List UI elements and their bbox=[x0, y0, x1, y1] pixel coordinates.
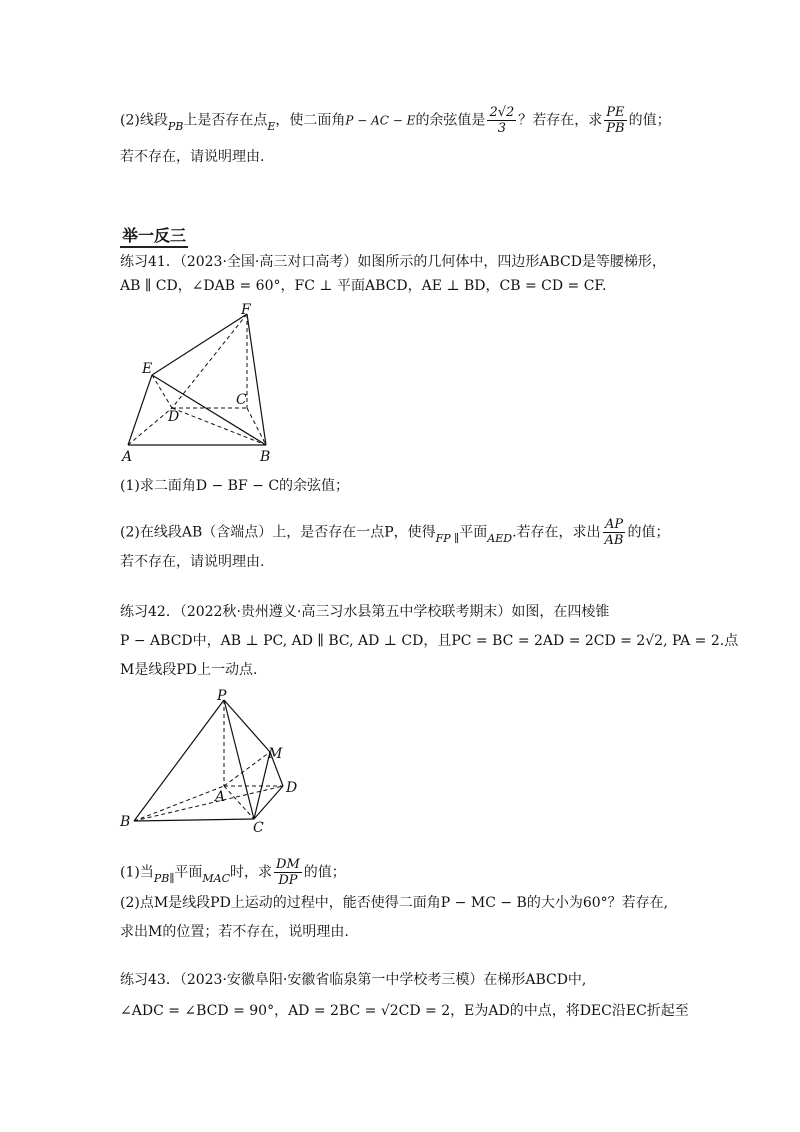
frac-num: 2√2 bbox=[489, 105, 515, 120]
ex42-q2-line1: (2)点M是线段PD上运动的过程中，能否使得二面角P − MC − B的大小为60°？若存在, bbox=[120, 895, 669, 911]
fp-parallel: FP ∥ bbox=[435, 531, 460, 545]
frac-num: PE bbox=[604, 105, 626, 121]
section-title: 举一反三 bbox=[120, 226, 188, 248]
pb-parallel: PB∥ bbox=[153, 871, 175, 885]
text: 平面 bbox=[459, 524, 488, 541]
label-d: D bbox=[286, 780, 298, 796]
text: 平面 bbox=[174, 864, 203, 881]
plane-aed: AED bbox=[487, 531, 513, 545]
label-a: A bbox=[122, 449, 133, 465]
ex43-line2: ∠ADC = ∠BCD = 90°，AD = 2BC = √2CD = 2，E为AD的中点，将DEC沿EC折起至 bbox=[120, 1003, 689, 1019]
ex42-figure bbox=[120, 690, 305, 835]
text: 时，求 bbox=[230, 864, 273, 881]
ex41-figure bbox=[120, 300, 290, 465]
ex41-q1: (1)求二面角D − BF − C的余弦值； bbox=[120, 478, 350, 494]
ratio-fraction bbox=[603, 517, 626, 548]
text: (2)线段 bbox=[120, 112, 168, 129]
prev-question-line2: 若不存在，请说明理由. bbox=[120, 149, 265, 165]
text: .若存在，求出 bbox=[512, 524, 601, 541]
label-c: C bbox=[253, 820, 264, 836]
label-b: B bbox=[260, 449, 271, 465]
text: 的值； bbox=[303, 864, 346, 881]
edge-db bbox=[172, 408, 266, 445]
frac-num: DM bbox=[276, 857, 300, 872]
label-c: C bbox=[236, 392, 247, 408]
ex41-q2 bbox=[120, 517, 669, 548]
ex42-q2-line2: 求出M的位置；若不存在，说明理由. bbox=[120, 924, 349, 940]
text: ？若存在，求 bbox=[518, 112, 603, 129]
prev-question-part2 bbox=[120, 105, 671, 136]
angle-expression: P − AC − E bbox=[345, 113, 416, 128]
label-p: P bbox=[217, 688, 227, 704]
ex43-line1: 练习43．（2023·安徽阜阳·安徽省临泉第一中学校考三模）在梯形ABCD中, bbox=[120, 972, 587, 988]
text: 上是否存在点 bbox=[183, 112, 268, 129]
edge-ef bbox=[152, 314, 247, 375]
text: 的值； bbox=[628, 112, 671, 129]
frac-den: 3 bbox=[497, 121, 506, 136]
ex41-q2-line2: 若不存在，请说明理由. bbox=[120, 554, 265, 570]
plane-mac: MAC bbox=[202, 871, 231, 885]
cosine-fraction bbox=[487, 105, 516, 136]
label-b: B bbox=[120, 814, 131, 830]
label-m: M bbox=[268, 746, 283, 762]
ratio-fraction bbox=[274, 857, 302, 888]
label-f: F bbox=[241, 302, 251, 318]
frac-num: AP bbox=[603, 517, 626, 533]
text: 的余弦值是 bbox=[415, 112, 486, 129]
ex41-line1: 练习41．（2023·全国·高三对口高考）如图所示的几何体中，四边形ABCD是等腰梯形， bbox=[120, 254, 666, 270]
segment-pb: PB bbox=[167, 119, 184, 133]
ex41-line2: AB ∥ CD，∠DAB = 60°，FC ⊥ 平面ABCD，AE ⊥ BD，CB = CD = CF. bbox=[120, 278, 607, 294]
edge-fb bbox=[247, 314, 266, 445]
ex42-line2: P − ABCD中，AB ⊥ PC, AD ∥ BC, AD ⊥ CD，且PC = BC = 2AD = 2CD = 2√2, PA = 2.点 bbox=[120, 633, 739, 649]
label-a: A bbox=[215, 789, 226, 805]
ratio-fraction bbox=[604, 105, 626, 136]
frac-den: AB bbox=[604, 533, 624, 548]
edge-bc bbox=[134, 819, 254, 821]
ex42-q1 bbox=[120, 857, 346, 888]
text: (2)在线段AB（含端点）上，是否存在一点P，使得 bbox=[120, 524, 436, 541]
label-e: E bbox=[142, 361, 153, 377]
label-d: D bbox=[168, 409, 180, 425]
text: 的值； bbox=[627, 524, 670, 541]
frac-den: PB bbox=[606, 121, 625, 136]
frac-den: DP bbox=[278, 873, 298, 888]
point-e: E bbox=[267, 119, 276, 133]
ex42-line3: M是线段PD上一动点. bbox=[120, 662, 258, 678]
text: ，使二面角 bbox=[275, 112, 346, 129]
edge-ed bbox=[152, 375, 172, 408]
text: (1)当 bbox=[120, 864, 154, 881]
ex42-line1: 练习42．（2022秋·贵州遵义·高三习水县第五中学校联考期末）如图，在四棱锥 bbox=[120, 604, 610, 620]
